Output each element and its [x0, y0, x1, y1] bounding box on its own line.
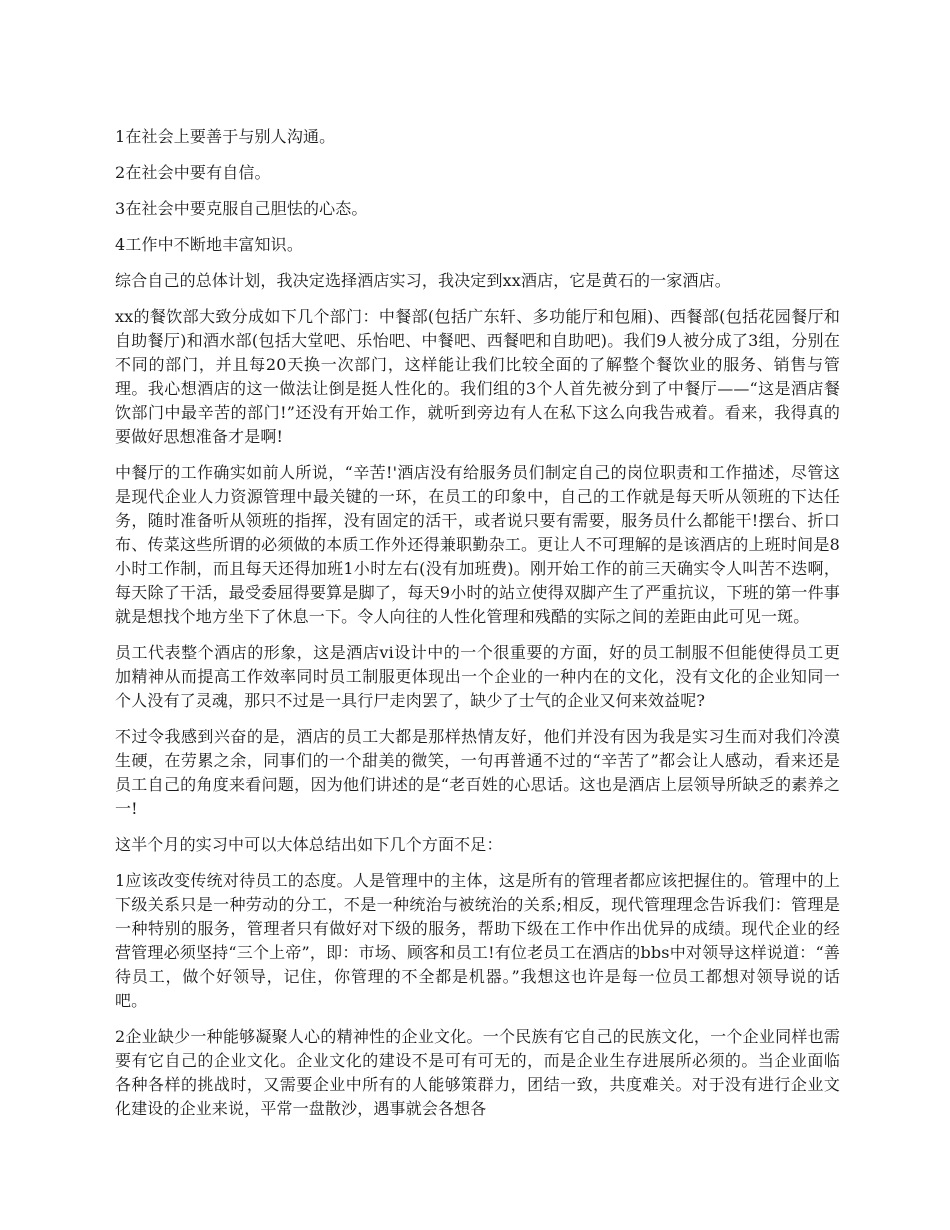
document-page: [115, 125, 840, 1133]
paragraph-2: 2在社会中要有自信。: [115, 163, 271, 182]
paragraph-4: 4工作中不断地丰富知识。: [115, 235, 303, 254]
paragraph-8: 员工代表整个酒店的形象，这是酒店vi设计中的一个很重要的方面，好的员工制服不但能使得员工更加精神从而提高工作效率同时员工制服更体现出一个企业的一种内在的文化，没有文化的企业知同一个人没有了灵魂，那只不过是一具行尸走肉罢了，缺少了士气的企业又何来效益呢?: [115, 643, 840, 710]
paragraph-3: 3在社会中要克服自己胆怯的心态。: [115, 199, 368, 218]
paragraph-11: 1应该改变传统对待员工的态度。人是管理中的主体，这是所有的管理者都应该把握住的。管理中的上下级关系只是一种劳动的分工，不是一种统治与被统治的关系;相反，现代管理理念告诉我们：管理是一种特别的服务，管理者只有做好对下级的服务，帮助下级在工作中作出优异的成绩。现代企业的经营管理必须坚持“三个上帝”，即：市场、顾客和员工!有位老员工在酒店的bbs中对领导这样说道：“善待员工，做个好领导，记住，你管理的不全都是机器。”我想这也许是每一位员工都想对领导说的话吧。: [115, 871, 840, 1010]
paragraph-7: 中餐厅的工作确实如前人所说，“辛苦!'酒店没有给服务员们制定自己的岗位职责和工作描述，尽管这是现代企业人力资源管理中最关键的一环，在员工的印象中，自己的工作就是每天听从领班的下达任务，随时准备听从领班的指挥，没有固定的活干，或者说只要有需要，服务员什么都能干!摆台、折口布、传菜这些所谓的必须做的本质工作外还得兼职勤杂工。更让人不可理解的是该酒店的上班时间是8小时工作制，而且每天还得加班1小时左右(没有加班费)。刚开始工作的前三天确实令人叫苦不迭啊，每天除了干活，最受委屈得要算是脚了，每天9小时的站立使得双脚产生了严重抗议，下班的第一件事就是想找个地方坐下了休息一下。令人向往的人性化管理和残酷的实际之间的差距由此可见一斑。: [115, 463, 840, 626]
paragraph-5: 综合自己的总体计划，我决定选择酒店实习，我决定到xx酒店，它是黄石的一家酒店。: [115, 271, 731, 290]
paragraph-10: 这半个月的实习中可以大体总结出如下几个方面不足：: [115, 835, 503, 854]
paragraph-1: 1在社会上要善于与别人沟通。: [115, 127, 336, 146]
paragraph-6: xx的餐饮部大致分成如下几个部门：中餐部(包括广东轩、多功能厅和包厢)、西餐部(包括花园餐厅和自助餐厅)和酒水部(包括大堂吧、乐怡吧、中餐吧、西餐吧和自助吧)。我们9人被分成了3组，分别在不同的部门，并且每20天换一次部门，这样能让我们比较全面的了解整个餐饮业的服务、销售与管理。我心想酒店的这一做法让倒是挺人性化的。我们组的3个人首先被分到了中餐厅——“这是酒店餐饮部门中最辛苦的部门!”还没有开始工作，就听到旁边有人在私下这么向我告戒着。看来，我得真的要做好思想准备才是啊!: [115, 307, 840, 446]
paragraph-9: 不过令我感到兴奋的是，酒店的员工大都是那样热情友好，他们并没有因为我是实习生而对我们冷漠生硬，在劳累之余，同事们的一个甜美的微笑，一句再普通不过的“辛苦了”都会让人感动，看来还是员工自己的角度来看问题，因为他们讲述的是“老百姓的心思话。这也是酒店上层领导所缺乏的素养之一!: [115, 727, 840, 818]
paragraph-12: 2企业缺少一种能够凝聚人心的精神性的企业文化。一个民族有它自己的民族文化，一个企业同样也需要有它自己的企业文化。企业文化的建设不是可有可无的，而是企业生存进展所必须的。当企业面临各种各样的挑战时，又需要企业中所有的人能够策群力，团结一致，共度难关。对于没有进行企业文化建设的企业来说，平常一盘散沙，遇事就会各想各: [115, 1027, 840, 1118]
